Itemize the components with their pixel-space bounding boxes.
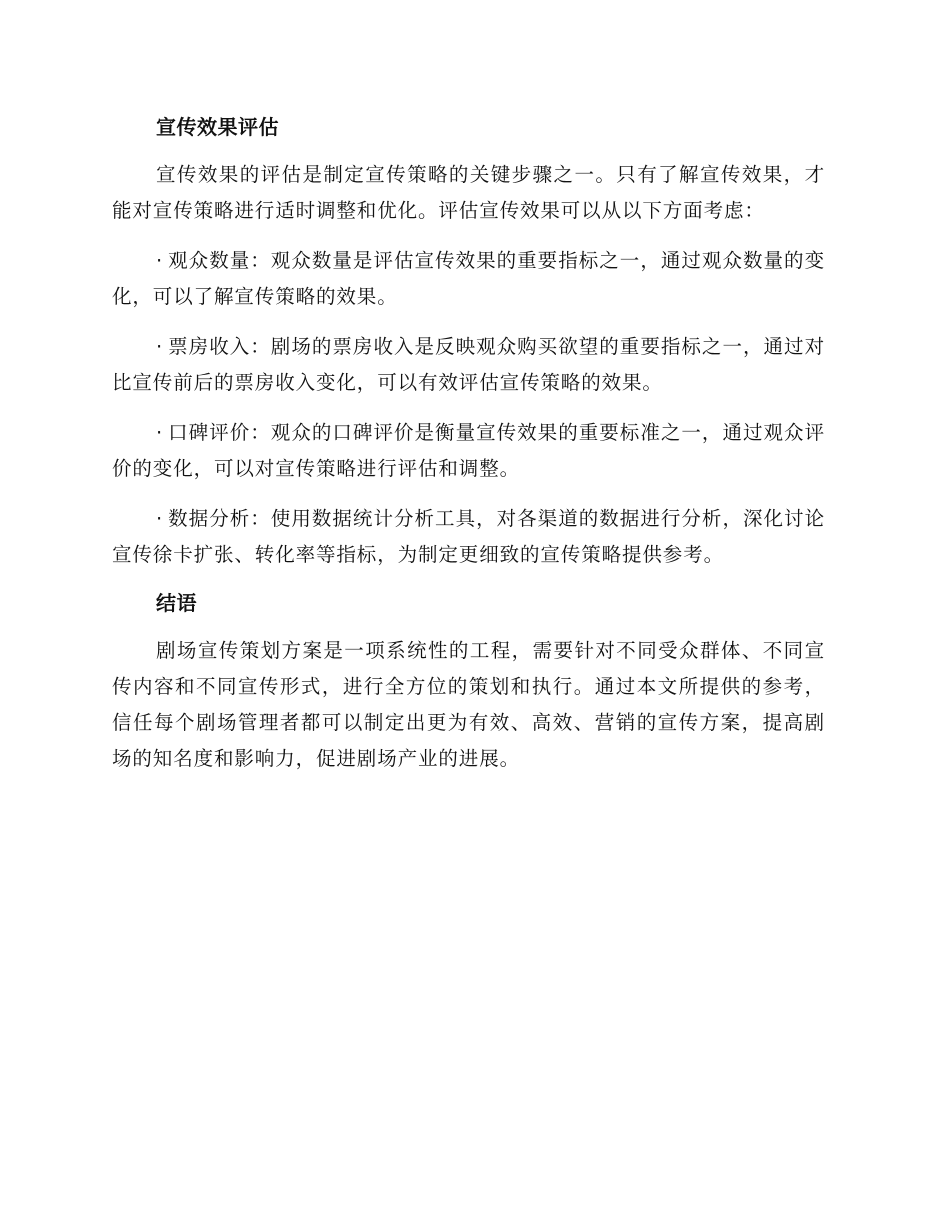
paragraph-conclusion: 剧场宣传策划方案是一项系统性的工程，需要针对不同受众群体、不同宣传内容和不同宣传形式，进行全方位的策划和执行。通过本文所提供的参考，信任每个剧场管理者都可以制定出更为有效、高效、营销的宣传方案，提高剧场的知名度和影响力，促进剧场产业的进展。 bbox=[112, 639, 825, 770]
bullet-item-box-office bbox=[112, 329, 825, 401]
bullet-dot-icon: · bbox=[156, 507, 164, 530]
bullet-text: 数据分析：使用数据统计分析工具，对各渠道的数据进行分析，深化讨论宣传徐卡扩张、转化率等指标，为制定更细致的宣传策略提供参考。 bbox=[112, 507, 825, 566]
section-heading-conclusion: 结语 bbox=[156, 591, 197, 615]
section-heading-evaluation: 宣传效果评估 bbox=[156, 115, 279, 139]
bullet-text: 观众数量：观众数量是评估宣传效果的重要指标之一，通过观众数量的变化，可以了解宣传策略的效果。 bbox=[112, 249, 825, 308]
bullet-dot-icon: · bbox=[156, 249, 164, 272]
bullet-item-audience bbox=[112, 243, 825, 315]
paragraph-intro: 宣传效果的评估是制定宣传策略的关键步骤之一。只有了解宣传效果，才能对宣传策略进行适时调整和优化。评估宣传效果可以从以下方面考虑： bbox=[112, 163, 825, 222]
bullet-dot-icon: · bbox=[156, 335, 164, 358]
bullet-item-data-analysis bbox=[112, 501, 825, 573]
bullet-text: 票房收入：剧场的票房收入是反映观众购买欲望的重要指标之一，通过对比宣传前后的票房收入变化，可以有效评估宣传策略的效果。 bbox=[112, 335, 825, 394]
bullet-dot-icon: · bbox=[156, 421, 164, 444]
bullet-item-reputation bbox=[112, 415, 825, 487]
bullet-text: 口碑评价：观众的口碑评价是衡量宣传效果的重要标准之一，通过观众评价的变化，可以对宣传策略进行评估和调整。 bbox=[112, 421, 825, 480]
